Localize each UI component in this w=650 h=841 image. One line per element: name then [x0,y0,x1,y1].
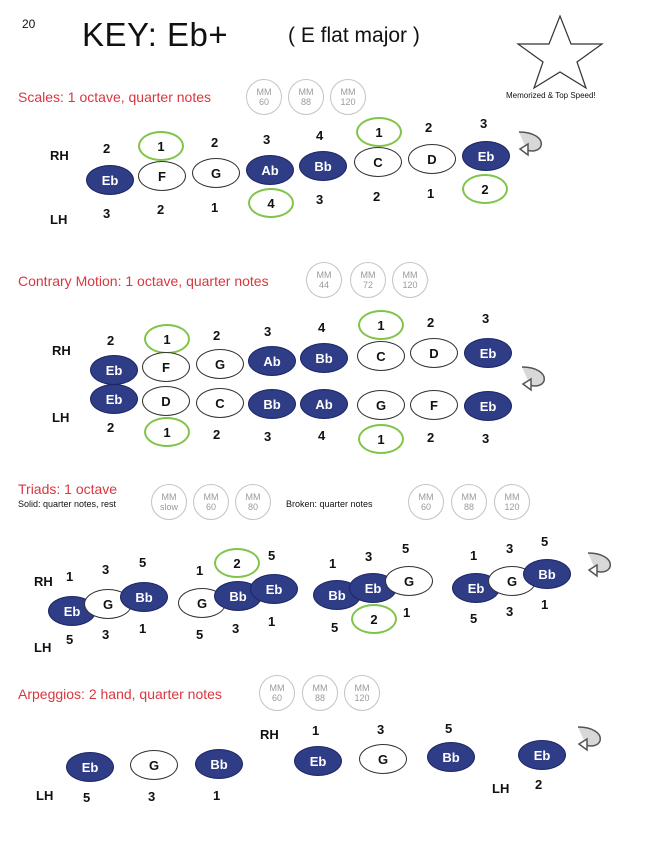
thumb-ring: 2 [351,604,397,634]
finger-number: 2 [425,120,433,135]
arpeggio-lh-note[interactable]: Eb [66,752,114,782]
thumb-ring: 1 [144,417,190,447]
contrary-lh-note[interactable]: D [142,386,190,416]
contrary-lh-note[interactable]: F [410,390,458,420]
finger-number: 5 [470,611,478,626]
finger-number: 4 [316,128,324,143]
triads-broken-mm-60[interactable]: MM 60 [408,484,444,520]
thumb-ring: 1 [356,117,402,147]
thumb-ring: 4 [248,188,294,218]
finger-number: 5 [268,548,276,563]
page-subtitle: ( E flat major ) [288,24,420,47]
contrary-mm-72[interactable]: MM 72 [350,262,386,298]
scale-note-eb-top[interactable]: Eb [462,141,510,171]
finger-number: 2 [213,427,221,442]
triad-note[interactable]: Bb [313,580,361,610]
triad-note[interactable]: G [488,566,536,596]
finger-number: 5 [139,555,147,570]
contrary-lh-note[interactable]: Eb [90,384,138,414]
finger-number: 2 [535,777,543,792]
finger-number: 1 [196,563,204,578]
finger-number: 1 [470,548,478,563]
thumb-ring: 2 [462,174,508,204]
finger-number: 5 [196,627,204,642]
thumb-ring: 1 [358,310,404,340]
finger-number: 3 [102,627,110,642]
triad-note[interactable]: Bb [214,581,262,611]
finger-number: 1 [213,788,221,803]
page-title: KEY: Eb+ [82,16,229,53]
finger-number: 2 [157,202,165,217]
triad-note[interactable]: Bb [523,559,571,589]
finger-number: 2 [427,315,435,330]
triad-note[interactable]: Eb [48,596,96,626]
repeat-arrow-icon [584,548,618,580]
triads-mm-60[interactable]: MM 60 [193,484,229,520]
triad-note[interactable]: Bb [120,582,168,612]
finger-number: 1 [268,614,276,629]
arpeggios-mm-60[interactable]: MM 60 [259,675,295,711]
contrary-rh-label: RH [52,343,71,358]
finger-number: 4 [318,320,326,335]
finger-number: 1 [427,186,435,201]
scale-note-c[interactable]: C [354,147,402,177]
arpeggio-lh-note[interactable]: G [130,750,178,780]
arpeggio-rh-note[interactable]: Eb [518,740,566,770]
finger-number: 5 [445,721,453,736]
scale-note-eb[interactable]: Eb [86,165,134,195]
scales-mm-60[interactable]: MM 60 [246,79,282,115]
contrary-title: Contrary Motion: 1 octave, quarter notes [18,273,269,289]
arpeggios-rh-label: RH [260,727,279,742]
page-number: 20 [22,17,36,31]
arpeggio-lh-note[interactable]: Bb [195,749,243,779]
finger-number: 3 [148,789,156,804]
contrary-rh-note[interactable]: Bb [300,343,348,373]
finger-number: 2 [103,141,111,156]
repeat-arrow-icon [515,127,549,159]
contrary-rh-note[interactable]: G [196,349,244,379]
finger-number: 5 [331,620,339,635]
arpeggio-rh-note[interactable]: Bb [427,742,475,772]
finger-number: 3 [480,116,488,131]
finger-number: 1 [312,723,320,738]
triads-mm-80[interactable]: MM 80 [235,484,271,520]
scale-note-g[interactable]: G [192,158,240,188]
contrary-mm-120[interactable]: MM 120 [392,262,428,298]
finger-number: 2 [107,333,115,348]
triads-broken-mm-120[interactable]: MM 120 [494,484,530,520]
scales-lh-label: LH [50,212,68,227]
triads-title: Triads: 1 octave [18,481,118,497]
arpeggios-title: Arpeggios: 2 hand, quarter notes [18,686,222,702]
triads-broken-mm-88[interactable]: MM 88 [451,484,487,520]
arpeggios-mm-88[interactable]: MM 88 [302,675,338,711]
arpeggios-end-lh-label: LH [492,781,510,796]
finger-number: 1 [139,621,147,636]
arpeggio-rh-note[interactable]: Eb [294,746,342,776]
contrary-rh-note[interactable]: Eb [90,355,138,385]
contrary-lh-note[interactable]: Bb [248,389,296,419]
scale-note-ab[interactable]: Ab [246,155,294,185]
finger-number: 3 [232,621,240,636]
finger-number: 2 [427,430,435,445]
finger-number: 5 [402,541,410,556]
scales-mm-120[interactable]: MM 120 [330,79,366,115]
finger-number: 3 [482,431,490,446]
contrary-lh-note[interactable]: C [196,388,244,418]
finger-number: 3 [103,206,111,221]
thumb-ring: 1 [144,324,190,354]
triads-lh-label: LH [34,640,52,655]
contrary-lh-note[interactable]: Ab [300,389,348,419]
triads-broken-label: Broken: quarter notes [286,499,373,509]
finger-number: 5 [541,534,549,549]
arpeggio-rh-note[interactable]: G [359,744,407,774]
contrary-lh-label: LH [52,410,70,425]
triads-rh-label: RH [34,574,53,589]
contrary-rh-note[interactable]: Ab [248,346,296,376]
finger-number: 2 [107,420,115,435]
triad-note[interactable]: Eb [452,573,500,603]
thumb-ring: 1 [358,424,404,454]
scales-rh-label: RH [50,148,69,163]
contrary-rh-note[interactable]: D [410,338,458,368]
finger-number: 2 [373,189,381,204]
triad-note[interactable]: Eb [349,573,397,603]
thumb-ring: 1 [138,131,184,161]
arpeggios-mm-120[interactable]: MM 120 [344,675,380,711]
triad-note[interactable]: Eb [250,574,298,604]
contrary-lh-note[interactable]: G [357,390,405,420]
contrary-rh-note[interactable]: F [142,352,190,382]
finger-number: 3 [316,192,324,207]
finger-number: 4 [318,428,326,443]
finger-number: 3 [264,429,272,444]
finger-number: 3 [264,324,272,339]
star-icon[interactable] [514,12,606,90]
finger-number: 5 [66,632,74,647]
finger-number: 2 [211,135,219,150]
arpeggios-lh-label: LH [36,788,54,803]
thumb-ring: 2 [214,548,260,578]
finger-number: 1 [211,200,219,215]
finger-number: 3 [506,541,514,556]
memorized-label: Memorized & Top Speed! [506,91,596,100]
finger-number: 3 [506,604,514,619]
scale-note-bb[interactable]: Bb [299,151,347,181]
finger-number: 1 [66,569,74,584]
finger-number: 3 [263,132,271,147]
triad-note[interactable]: G [385,566,433,596]
finger-number: 1 [403,605,411,620]
finger-number: 3 [377,722,385,737]
repeat-arrow-icon [574,722,608,754]
finger-number: 3 [482,311,490,326]
finger-number: 1 [329,556,337,571]
triads-solid-label: Solid: quarter notes, rest [18,499,117,509]
finger-number: 5 [83,790,91,805]
scales-mm-88[interactable]: MM 88 [288,79,324,115]
contrary-mm-44[interactable]: MM 44 [306,262,342,298]
scale-note-f[interactable]: F [138,161,186,191]
triad-note[interactable]: G [84,589,132,619]
triad-note[interactable]: G [178,588,226,618]
contrary-rh-note[interactable]: C [357,341,405,371]
finger-number: 2 [213,328,221,343]
contrary-rh-note[interactable]: Eb [464,338,512,368]
scale-note-d[interactable]: D [408,144,456,174]
finger-number: 3 [102,562,110,577]
repeat-arrow-icon [518,362,552,394]
scales-title: Scales: 1 octave, quarter notes [18,89,211,105]
triads-mm-slow[interactable]: MM slow [151,484,187,520]
finger-number: 3 [365,549,373,564]
finger-number: 1 [541,597,549,612]
contrary-lh-note[interactable]: Eb [464,391,512,421]
